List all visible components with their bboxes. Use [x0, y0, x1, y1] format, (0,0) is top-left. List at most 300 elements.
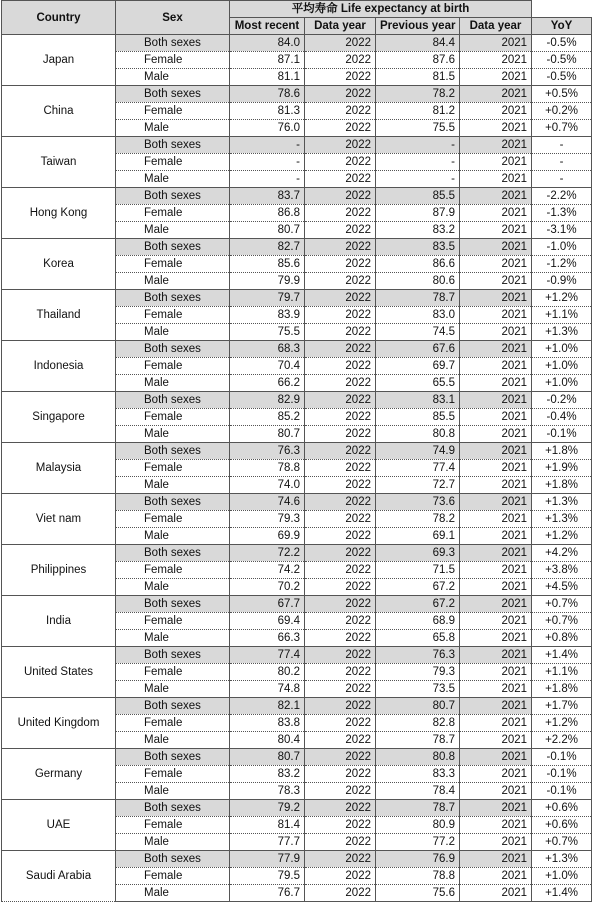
yoy-cell: +4.2% — [532, 545, 592, 562]
previous-data-year-cell: 2021 — [460, 783, 532, 800]
data-year-cell: 2022 — [305, 647, 376, 664]
data-year-cell: 2022 — [305, 749, 376, 766]
yoy-cell: -1.2% — [532, 256, 592, 273]
previous-data-year-cell: 2021 — [460, 732, 532, 749]
yoy-cell: +1.0% — [532, 341, 592, 358]
previous-year-cell: 73.5 — [376, 681, 460, 698]
most-recent-cell: 87.1 — [230, 52, 305, 69]
data-year-cell: 2022 — [305, 358, 376, 375]
yoy-cell: +2.2% — [532, 732, 592, 749]
data-year-cell: 2022 — [305, 494, 376, 511]
previous-data-year-cell: 2021 — [460, 409, 532, 426]
most-recent-cell: 77.7 — [230, 834, 305, 851]
sex-cell: Male — [116, 375, 230, 392]
previous-year-cell: 65.8 — [376, 630, 460, 647]
country-cell: China — [2, 86, 116, 137]
yoy-cell: +1.1% — [532, 664, 592, 681]
previous-data-year-cell: 2021 — [460, 851, 532, 868]
yoy-cell: -2.2% — [532, 188, 592, 205]
most-recent-cell: 81.3 — [230, 103, 305, 120]
sex-cell: Both sexes — [116, 749, 230, 766]
sex-cell: Both sexes — [116, 596, 230, 613]
table-row — [2, 494, 592, 511]
sex-cell: Both sexes — [116, 494, 230, 511]
previous-data-year-cell: 2021 — [460, 664, 532, 681]
sex-cell: Male — [116, 426, 230, 443]
data-year-cell: 2022 — [305, 341, 376, 358]
data-year-cell: 2022 — [305, 511, 376, 528]
yoy-cell: -0.5% — [532, 35, 592, 52]
previous-year-cell: 79.3 — [376, 664, 460, 681]
sex-cell: Female — [116, 613, 230, 630]
previous-year-cell: 78.7 — [376, 800, 460, 817]
data-year-cell: 2022 — [305, 528, 376, 545]
sex-cell: Female — [116, 817, 230, 834]
previous-year-cell: 84.4 — [376, 35, 460, 52]
most-recent-cell: 83.7 — [230, 188, 305, 205]
data-year-cell: 2022 — [305, 35, 376, 52]
previous-data-year-cell: 2021 — [460, 324, 532, 341]
previous-data-year-cell: 2021 — [460, 307, 532, 324]
most-recent-cell: 81.4 — [230, 817, 305, 834]
data-year-cell: 2022 — [305, 885, 376, 902]
previous-data-year-cell: 2021 — [460, 392, 532, 409]
yoy-cell: +1.3% — [532, 494, 592, 511]
country-cell: Singapore — [2, 392, 116, 443]
previous-year-cell: 67.6 — [376, 341, 460, 358]
sex-cell: Both sexes — [116, 392, 230, 409]
previous-year-cell: 78.2 — [376, 511, 460, 528]
most-recent-cell: 80.7 — [230, 749, 305, 766]
most-recent-cell: 70.2 — [230, 579, 305, 596]
country-cell: Taiwan — [2, 137, 116, 188]
previous-year-cell: 68.9 — [376, 613, 460, 630]
previous-year-cell: 80.6 — [376, 273, 460, 290]
previous-data-year-cell: 2021 — [460, 358, 532, 375]
header-data-year: Data year — [305, 18, 376, 35]
data-year-cell: 2022 — [305, 766, 376, 783]
yoy-cell: -0.1% — [532, 783, 592, 800]
previous-year-cell: 75.5 — [376, 120, 460, 137]
previous-data-year-cell: 2021 — [460, 103, 532, 120]
previous-data-year-cell: 2021 — [460, 800, 532, 817]
most-recent-cell: - — [230, 137, 305, 154]
sex-cell: Female — [116, 460, 230, 477]
sex-cell: Male — [116, 171, 230, 188]
previous-year-cell: 83.5 — [376, 239, 460, 256]
previous-year-cell: 69.3 — [376, 545, 460, 562]
country-cell: United Kingdom — [2, 698, 116, 749]
yoy-cell: -0.4% — [532, 409, 592, 426]
header-most-recent: Most recent — [230, 18, 305, 35]
sex-cell: Female — [116, 511, 230, 528]
yoy-cell: +1.8% — [532, 477, 592, 494]
most-recent-cell: 76.0 — [230, 120, 305, 137]
previous-data-year-cell: 2021 — [460, 86, 532, 103]
data-year-cell: 2022 — [305, 171, 376, 188]
yoy-cell: +1.9% — [532, 460, 592, 477]
data-year-cell: 2022 — [305, 409, 376, 426]
most-recent-cell: 66.2 — [230, 375, 305, 392]
sex-cell: Both sexes — [116, 341, 230, 358]
most-recent-cell: 75.5 — [230, 324, 305, 341]
header-previous-year: Previous year — [376, 18, 460, 35]
yoy-cell: +1.8% — [532, 443, 592, 460]
country-cell: Philippines — [2, 545, 116, 596]
most-recent-cell: 74.0 — [230, 477, 305, 494]
previous-year-cell: 83.1 — [376, 392, 460, 409]
most-recent-cell: 68.3 — [230, 341, 305, 358]
sex-cell: Male — [116, 732, 230, 749]
data-year-cell: 2022 — [305, 851, 376, 868]
previous-data-year-cell: 2021 — [460, 69, 532, 86]
yoy-cell: - — [532, 154, 592, 171]
most-recent-cell: 78.3 — [230, 783, 305, 800]
most-recent-cell: 77.9 — [230, 851, 305, 868]
data-year-cell: 2022 — [305, 664, 376, 681]
data-year-cell: 2022 — [305, 834, 376, 851]
previous-data-year-cell: 2021 — [460, 596, 532, 613]
data-year-cell: 2022 — [305, 307, 376, 324]
table-row — [2, 86, 592, 103]
sex-cell: Female — [116, 256, 230, 273]
yoy-cell: -3.1% — [532, 222, 592, 239]
data-year-cell: 2022 — [305, 103, 376, 120]
table-row — [2, 851, 592, 868]
sex-cell: Male — [116, 222, 230, 239]
most-recent-cell: - — [230, 171, 305, 188]
previous-data-year-cell: 2021 — [460, 630, 532, 647]
table-body — [2, 35, 592, 902]
previous-data-year-cell: 2021 — [460, 613, 532, 630]
previous-data-year-cell: 2021 — [460, 647, 532, 664]
data-year-cell: 2022 — [305, 239, 376, 256]
yoy-cell: +0.6% — [532, 817, 592, 834]
data-year-cell: 2022 — [305, 443, 376, 460]
previous-year-cell: 82.8 — [376, 715, 460, 732]
data-year-cell: 2022 — [305, 681, 376, 698]
yoy-cell: +1.2% — [532, 290, 592, 307]
most-recent-cell: 74.8 — [230, 681, 305, 698]
yoy-cell: +1.1% — [532, 307, 592, 324]
table-row — [2, 341, 592, 358]
most-recent-cell: 67.7 — [230, 596, 305, 613]
previous-data-year-cell: 2021 — [460, 545, 532, 562]
most-recent-cell: - — [230, 154, 305, 171]
previous-year-cell: 85.5 — [376, 409, 460, 426]
country-cell: India — [2, 596, 116, 647]
previous-year-cell: 85.5 — [376, 188, 460, 205]
country-cell: Thailand — [2, 290, 116, 341]
previous-year-cell: 74.5 — [376, 324, 460, 341]
table-row — [2, 749, 592, 766]
previous-data-year-cell: 2021 — [460, 817, 532, 834]
yoy-cell: +0.7% — [532, 596, 592, 613]
previous-year-cell: - — [376, 171, 460, 188]
data-year-cell: 2022 — [305, 392, 376, 409]
yoy-cell: -0.1% — [532, 426, 592, 443]
previous-data-year-cell: 2021 — [460, 681, 532, 698]
previous-year-cell: 80.8 — [376, 749, 460, 766]
previous-data-year-cell: 2021 — [460, 120, 532, 137]
table-row — [2, 35, 592, 52]
previous-year-cell: - — [376, 137, 460, 154]
most-recent-cell: 83.8 — [230, 715, 305, 732]
sex-cell: Female — [116, 409, 230, 426]
previous-year-cell: - — [376, 154, 460, 171]
previous-data-year-cell: 2021 — [460, 834, 532, 851]
most-recent-cell: 77.4 — [230, 647, 305, 664]
most-recent-cell: 78.8 — [230, 460, 305, 477]
yoy-cell: +0.5% — [532, 86, 592, 103]
data-year-cell: 2022 — [305, 375, 376, 392]
country-cell: Korea — [2, 239, 116, 290]
previous-data-year-cell: 2021 — [460, 52, 532, 69]
most-recent-cell: 79.3 — [230, 511, 305, 528]
previous-year-cell: 73.6 — [376, 494, 460, 511]
yoy-cell: +3.8% — [532, 562, 592, 579]
data-year-cell: 2022 — [305, 732, 376, 749]
previous-data-year-cell: 2021 — [460, 256, 532, 273]
sex-cell: Both sexes — [116, 851, 230, 868]
data-year-cell: 2022 — [305, 800, 376, 817]
life-expectancy-table — [1, 0, 592, 902]
sex-cell: Both sexes — [116, 647, 230, 664]
table-row — [2, 137, 592, 154]
previous-data-year-cell: 2021 — [460, 511, 532, 528]
most-recent-cell: 82.7 — [230, 239, 305, 256]
data-year-cell: 2022 — [305, 460, 376, 477]
sex-cell: Male — [116, 69, 230, 86]
data-year-cell: 2022 — [305, 273, 376, 290]
yoy-cell: +1.0% — [532, 868, 592, 885]
data-year-cell: 2022 — [305, 205, 376, 222]
previous-data-year-cell: 2021 — [460, 154, 532, 171]
yoy-cell: +0.6% — [532, 800, 592, 817]
previous-data-year-cell: 2021 — [460, 460, 532, 477]
country-cell: Saudi Arabia — [2, 851, 116, 902]
sex-cell: Male — [116, 834, 230, 851]
previous-year-cell: 78.7 — [376, 290, 460, 307]
data-year-cell: 2022 — [305, 783, 376, 800]
header-group-title: 平均寿命 Life expectancy at birth — [230, 1, 532, 18]
sex-cell: Both sexes — [116, 239, 230, 256]
previous-year-cell: 74.9 — [376, 443, 460, 460]
yoy-cell: -0.2% — [532, 392, 592, 409]
data-year-cell: 2022 — [305, 188, 376, 205]
previous-year-cell: 69.7 — [376, 358, 460, 375]
most-recent-cell: 69.4 — [230, 613, 305, 630]
yoy-cell: +0.7% — [532, 834, 592, 851]
most-recent-cell: 80.4 — [230, 732, 305, 749]
sex-cell: Both sexes — [116, 443, 230, 460]
previous-year-cell: 76.9 — [376, 851, 460, 868]
most-recent-cell: 79.9 — [230, 273, 305, 290]
previous-year-cell: 80.7 — [376, 698, 460, 715]
most-recent-cell: 82.1 — [230, 698, 305, 715]
sex-cell: Male — [116, 528, 230, 545]
most-recent-cell: 79.5 — [230, 868, 305, 885]
most-recent-cell: 74.2 — [230, 562, 305, 579]
previous-year-cell: 86.6 — [376, 256, 460, 273]
previous-year-cell: 77.4 — [376, 460, 460, 477]
previous-data-year-cell: 2021 — [460, 494, 532, 511]
header-yoy: YoY — [532, 18, 592, 35]
previous-data-year-cell: 2021 — [460, 749, 532, 766]
sex-cell: Male — [116, 120, 230, 137]
previous-year-cell: 83.3 — [376, 766, 460, 783]
data-year-cell: 2022 — [305, 477, 376, 494]
data-year-cell: 2022 — [305, 222, 376, 239]
previous-data-year-cell: 2021 — [460, 562, 532, 579]
country-cell: Hong Kong — [2, 188, 116, 239]
previous-year-cell: 67.2 — [376, 579, 460, 596]
sex-cell: Male — [116, 630, 230, 647]
sex-cell: Female — [116, 103, 230, 120]
sex-cell: Both sexes — [116, 290, 230, 307]
most-recent-cell: 70.4 — [230, 358, 305, 375]
yoy-cell: +1.3% — [532, 324, 592, 341]
data-year-cell: 2022 — [305, 137, 376, 154]
previous-data-year-cell: 2021 — [460, 477, 532, 494]
most-recent-cell: 80.7 — [230, 426, 305, 443]
data-year-cell: 2022 — [305, 715, 376, 732]
yoy-cell: +1.4% — [532, 885, 592, 902]
previous-year-cell: 72.7 — [376, 477, 460, 494]
table-row — [2, 647, 592, 664]
sex-cell: Male — [116, 783, 230, 800]
most-recent-cell: 83.2 — [230, 766, 305, 783]
previous-year-cell: 81.2 — [376, 103, 460, 120]
previous-data-year-cell: 2021 — [460, 885, 532, 902]
sex-cell: Female — [116, 154, 230, 171]
data-year-cell: 2022 — [305, 545, 376, 562]
header-sex: Sex — [116, 1, 230, 35]
sex-cell: Male — [116, 579, 230, 596]
country-cell: United States — [2, 647, 116, 698]
data-year-cell: 2022 — [305, 120, 376, 137]
previous-data-year-cell: 2021 — [460, 579, 532, 596]
most-recent-cell: 74.6 — [230, 494, 305, 511]
country-cell: UAE — [2, 800, 116, 851]
table-row — [2, 545, 592, 562]
data-year-cell: 2022 — [305, 868, 376, 885]
country-cell: Germany — [2, 749, 116, 800]
table-row — [2, 443, 592, 460]
most-recent-cell: 84.0 — [230, 35, 305, 52]
yoy-cell: +0.7% — [532, 120, 592, 137]
sex-cell: Both sexes — [116, 86, 230, 103]
previous-data-year-cell: 2021 — [460, 239, 532, 256]
yoy-cell: +1.0% — [532, 358, 592, 375]
yoy-cell: +1.2% — [532, 528, 592, 545]
previous-data-year-cell: 2021 — [460, 528, 532, 545]
yoy-cell: -0.5% — [532, 69, 592, 86]
yoy-cell: -0.5% — [532, 52, 592, 69]
sex-cell: Both sexes — [116, 800, 230, 817]
most-recent-cell: 78.6 — [230, 86, 305, 103]
sex-cell: Female — [116, 205, 230, 222]
previous-data-year-cell: 2021 — [460, 341, 532, 358]
yoy-cell: -0.9% — [532, 273, 592, 290]
yoy-cell: +1.4% — [532, 647, 592, 664]
table-row — [2, 290, 592, 307]
previous-year-cell: 78.2 — [376, 86, 460, 103]
country-cell: Viet nam — [2, 494, 116, 545]
yoy-cell: -0.1% — [532, 749, 592, 766]
sex-cell: Male — [116, 273, 230, 290]
most-recent-cell: 69.9 — [230, 528, 305, 545]
yoy-cell: - — [532, 171, 592, 188]
sex-cell: Female — [116, 664, 230, 681]
most-recent-cell: 76.7 — [230, 885, 305, 902]
previous-year-cell: 65.5 — [376, 375, 460, 392]
most-recent-cell: 83.9 — [230, 307, 305, 324]
sex-cell: Both sexes — [116, 137, 230, 154]
header-country: Country — [2, 1, 116, 35]
data-year-cell: 2022 — [305, 630, 376, 647]
previous-year-cell: 69.1 — [376, 528, 460, 545]
sex-cell: Both sexes — [116, 545, 230, 562]
previous-year-cell: 80.9 — [376, 817, 460, 834]
data-year-cell: 2022 — [305, 69, 376, 86]
previous-year-cell: 76.3 — [376, 647, 460, 664]
data-year-cell: 2022 — [305, 579, 376, 596]
most-recent-cell: 79.7 — [230, 290, 305, 307]
sex-cell: Male — [116, 681, 230, 698]
country-cell: Japan — [2, 35, 116, 86]
most-recent-cell: 86.8 — [230, 205, 305, 222]
data-year-cell: 2022 — [305, 698, 376, 715]
yoy-cell: +1.0% — [532, 375, 592, 392]
most-recent-cell: 82.9 — [230, 392, 305, 409]
yoy-cell: +4.5% — [532, 579, 592, 596]
previous-data-year-cell: 2021 — [460, 766, 532, 783]
previous-data-year-cell: 2021 — [460, 290, 532, 307]
previous-year-cell: 71.5 — [376, 562, 460, 579]
data-year-cell: 2022 — [305, 426, 376, 443]
previous-data-year-cell: 2021 — [460, 222, 532, 239]
previous-data-year-cell: 2021 — [460, 715, 532, 732]
data-year-cell: 2022 — [305, 562, 376, 579]
yoy-cell: +1.8% — [532, 681, 592, 698]
country-cell: Malaysia — [2, 443, 116, 494]
table-row — [2, 188, 592, 205]
country-cell: Indonesia — [2, 341, 116, 392]
most-recent-cell: 81.1 — [230, 69, 305, 86]
previous-year-cell: 81.5 — [376, 69, 460, 86]
sex-cell: Female — [116, 562, 230, 579]
sex-cell: Female — [116, 766, 230, 783]
sex-cell: Female — [116, 307, 230, 324]
previous-data-year-cell: 2021 — [460, 443, 532, 460]
yoy-cell: - — [532, 137, 592, 154]
data-year-cell: 2022 — [305, 324, 376, 341]
yoy-cell: +1.2% — [532, 715, 592, 732]
previous-data-year-cell: 2021 — [460, 426, 532, 443]
header-data-year-prev: Data year — [460, 18, 532, 35]
yoy-cell: +0.2% — [532, 103, 592, 120]
table-row — [2, 596, 592, 613]
table-row — [2, 800, 592, 817]
table-row — [2, 698, 592, 715]
previous-data-year-cell: 2021 — [460, 698, 532, 715]
previous-year-cell: 83.2 — [376, 222, 460, 239]
sex-cell: Both sexes — [116, 188, 230, 205]
previous-year-cell: 67.2 — [376, 596, 460, 613]
data-year-cell: 2022 — [305, 290, 376, 307]
previous-data-year-cell: 2021 — [460, 868, 532, 885]
